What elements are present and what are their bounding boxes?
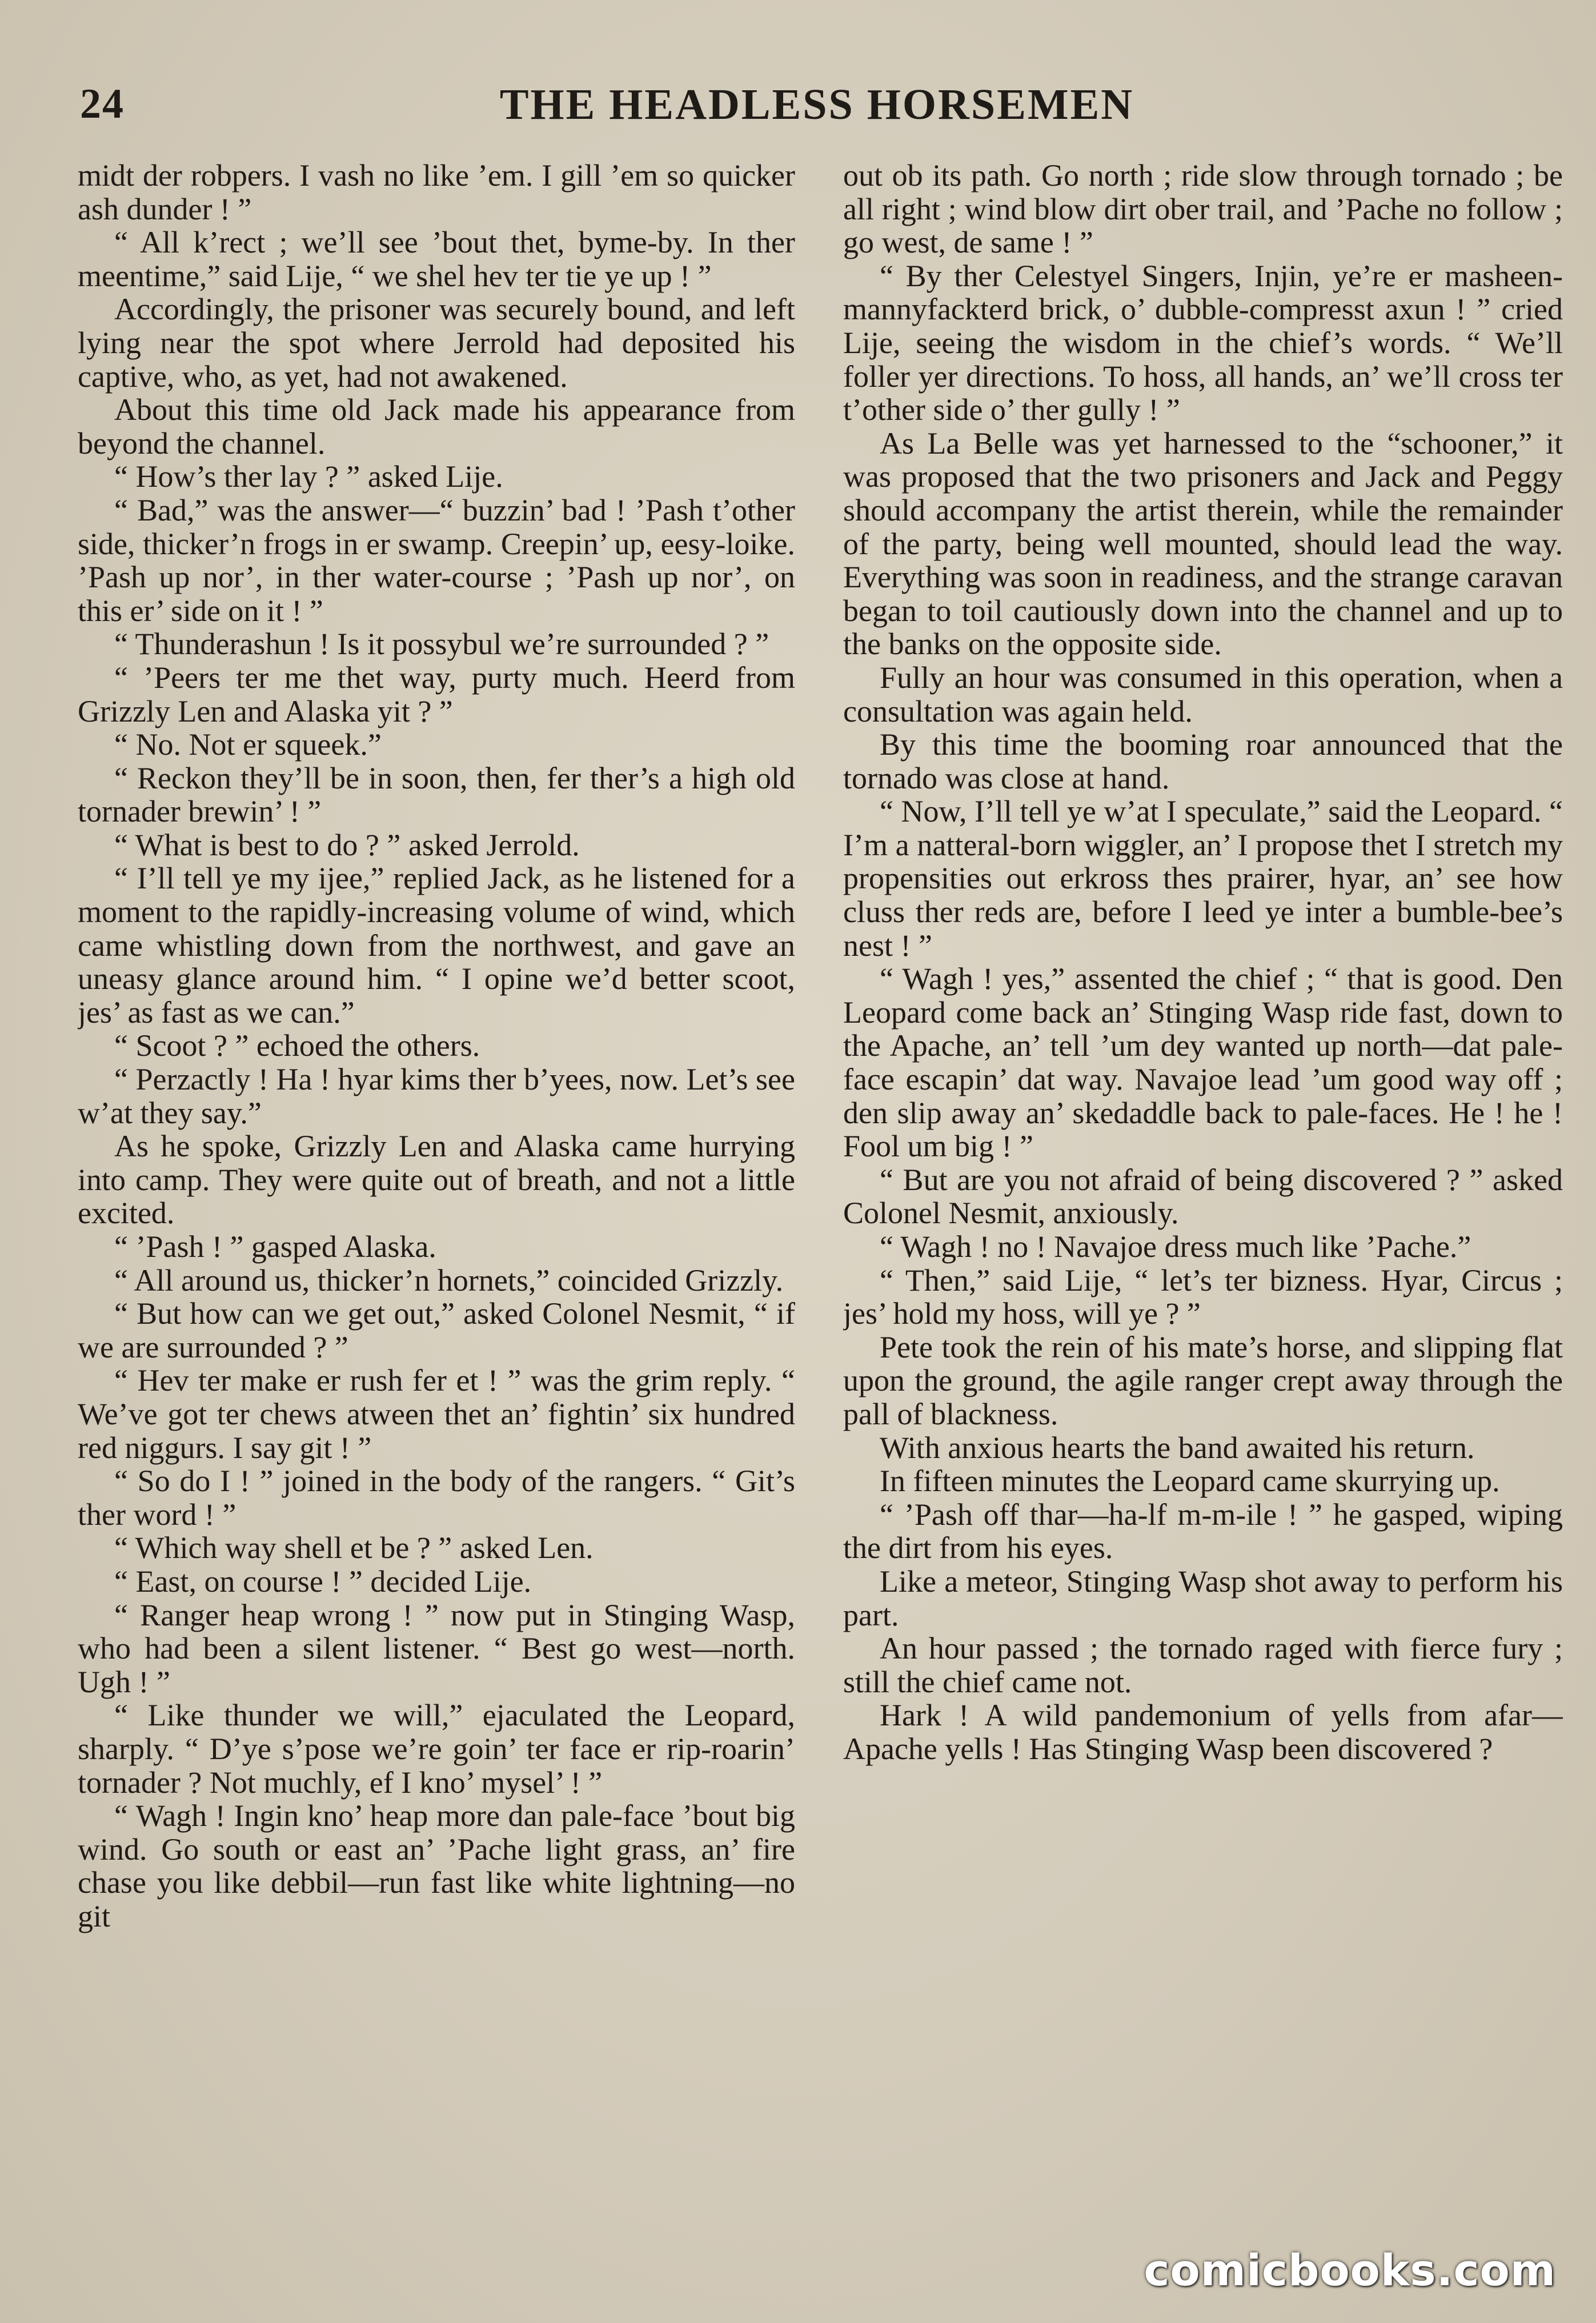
paragraph: “ What is best to do ? ” asked Jerrold.: [114, 827, 580, 862]
paragraph: “ ’Pash ! ” gasped Alaska.: [114, 1229, 436, 1264]
paragraph: “ But how can we get out,” asked Colonel Nesmit, “ if we are surrounded ? ”: [78, 1296, 795, 1364]
paragraph: “ Scoot ? ” echoed the others.: [114, 1028, 480, 1063]
paragraph: Like a meteor, Stinging Wasp shot away to perform his part.: [843, 1564, 1563, 1632]
paragraph: Accordingly, the prisoner was securely bound, and left lying near the spot where Jerrold had deposited his captive, who, as yet, had not awakened.: [78, 292, 795, 394]
paragraph: As La Belle was yet harnessed to the “schooner,” it was proposed that the two prisoners and Jack and Peggy should accompany the artist therein, while the remainder of the party, being well mounted, should lead the way. Everything was soon in readiness, and the strange caravan began to toil cautiously down into the channel and up to the banks on the opposite side.: [843, 426, 1563, 662]
paragraph: “ I’ll tell ye my ijee,” replied Jack, as he listened for a moment to the rapidly-increasing volume of wind, which came whistling down from the northwest, and gave an uneasy glance around him. “ I opine we’d better scoot, jes’ as fast as we can.”: [78, 861, 795, 1030]
paragraph: “ Perzactly ! Ha ! hyar kims ther b’yees, now. Let’s see w’at they say.”: [78, 1062, 795, 1130]
running-title: THE HEADLESS HORSEMEN: [499, 81, 1134, 129]
page-header: [80, 80, 1554, 143]
right-column: [843, 159, 1563, 2238]
paragraph: By this time the booming roar announced that the tornado was close at hand.: [843, 727, 1563, 795]
paragraph: “ Like thunder we will,” ejaculated the Leopard, sharply. “ D’ye s’pose we’re goin’ ter face er rip-roarin’ tornader ? Not muchly, ef I kno’ mysel’ ! ”: [78, 1698, 795, 1800]
paragraph: “ Bad,” was the answer—“ buzzin’ bad ! ’Pash t’other side, thicker’n frogs in er swamp. Creepin’ up, eesy-loike. ’Pash up nor’, in ther water-course ; ’Pash up nor’, on this er’ side on it ! ”: [78, 492, 795, 628]
paragraph: “ Wagh ! Ingin kno’ heap more dan pale-face ’bout big wind. Go south or east an’ ’Pache light grass, an’ fire chase you like debbil—run fast like white lightning—no git: [78, 1799, 795, 1933]
paragraph: With anxious hearts the band awaited his return.: [880, 1430, 1475, 1465]
paragraph: “ How’s ther lay ? ” asked Lije.: [114, 459, 503, 494]
left-column: [78, 159, 795, 2238]
paragraph: “ Hev ter make er rush fer et ! ” was the grim reply. “ We’ve got ter chews atween thet an’ fightin’ six hundred red niggurs. I say git ! ”: [78, 1363, 795, 1465]
paragraph: As he spoke, Grizzly Len and Alaska came hurrying into camp. They were quite out of breath, and not a little excited.: [78, 1129, 795, 1231]
paragraph: Fully an hour was consumed in this operation, when a consultation was again held.: [843, 660, 1563, 728]
paragraph: “ All k’rect ; we’ll see ’bout thet, byme-by. In ther meentime,” said Lije, “ we shel hev ter tie ye up ! ”: [78, 225, 795, 293]
paragraph: “ But are you not afraid of being discovered ? ” asked Colonel Nesmit, anxiously.: [843, 1162, 1563, 1231]
paragraph: “ Which way shell et be ? ” asked Len.: [114, 1531, 594, 1565]
watermark-logo: comicbooks.com: [1144, 2245, 1556, 2296]
paragraph: “ East, on course ! ” decided Lije.: [114, 1564, 532, 1599]
page-number: 24: [80, 81, 125, 127]
paragraph: “ Ranger heap wrong ! ” now put in Stinging Wasp, who had been a silent listener. “ Best go west—north. Ugh ! ”: [78, 1597, 795, 1699]
paragraph: “ ’Pash off thar—ha-lf m-m-ile ! ” he gasped, wiping the dirt from his eyes.: [843, 1497, 1563, 1565]
paragraph: “ Now, I’ll tell ye w’at I speculate,” said the Leopard. “ I’m a natteral-born wiggler, an’ I propose thet I stretch my propensities out erkross thes prairer, hyar, an’ see how cluss ther reds are, before I leed ye inter a bumble-bee’s nest ! ”: [843, 794, 1563, 963]
paragraph: Pete took the rein of his mate’s horse, and slipping flat upon the ground, the agile ranger crept away through the pall of blackness.: [843, 1329, 1563, 1431]
paragraph: In fifteen minutes the Leopard came skurrying up.: [880, 1464, 1500, 1499]
paragraph: out ob its path. Go north ; ride slow through tornado ; be all right ; wind blow dirt ober trail, and ’Pache no follow ; go west, de same ! ”: [843, 159, 1563, 260]
paragraph: “ Then,” said Lije, “ let’s ter bizness. Hyar, Circus ; jes’ hold my hoss, will ye ? ”: [843, 1263, 1563, 1331]
paragraph: “ ’Peers ter me thet way, purty much. Heerd from Grizzly Len and Alaska yit ? ”: [78, 660, 795, 728]
paragraph: “ All around us, thicker’n hornets,” coincided Grizzly.: [114, 1263, 784, 1297]
paragraph: “ By ther Celestyel Singers, Injin, ye’re er masheen-mannyfackterd brick, o’ dubble-compresst axun ! ” cried Lije, seeing the wisdom in the chief’s words. “ We’ll foller yer directions. To hoss, all hands, an’ we’ll cross ter t’other side o’ ther gully ! ”: [843, 258, 1563, 427]
paragraph: “ Wagh ! yes,” assented the chief ; “ that is good. Den Leopard come back an’ Stinging Wasp ride fast, down to the Apache, an’ tell ’um dey wanted up north—dat pale-face escapin’ dat way. Navajoe lead ’um good way off ; den slip away an’ skedaddle back to pale-faces. He ! he ! Fool um big ! ”: [843, 962, 1563, 1164]
paragraph: Hark ! A wild pandemonium of yells from afar—Apache yells ! Has Stinging Wasp been discovered ?: [843, 1698, 1563, 1766]
paragraph: “ No. Not er squeek.”: [114, 727, 382, 762]
paragraph: midt der robpers. I vash no like ’em. I gill ’em so quicker ash dunder ! ”: [78, 159, 795, 226]
paragraph: “ Reckon they’ll be in soon, then, fer ther’s a high old tornader brewin’ ! ”: [78, 760, 795, 829]
paragraph: “ So do I ! ” joined in the body of the rangers. “ Git’s ther word ! ”: [78, 1464, 795, 1532]
paragraph: About this time old Jack made his appearance from beyond the channel.: [78, 392, 795, 460]
paragraph: An hour passed ; the tornado raged with fierce fury ; still the chief came not.: [843, 1631, 1563, 1699]
paragraph: “ Thunderashun ! Is it possybul we’re surrounded ? ”: [114, 627, 769, 662]
paragraph: “ Wagh ! no ! Navajoe dress much like ’Pache.”: [880, 1229, 1471, 1264]
